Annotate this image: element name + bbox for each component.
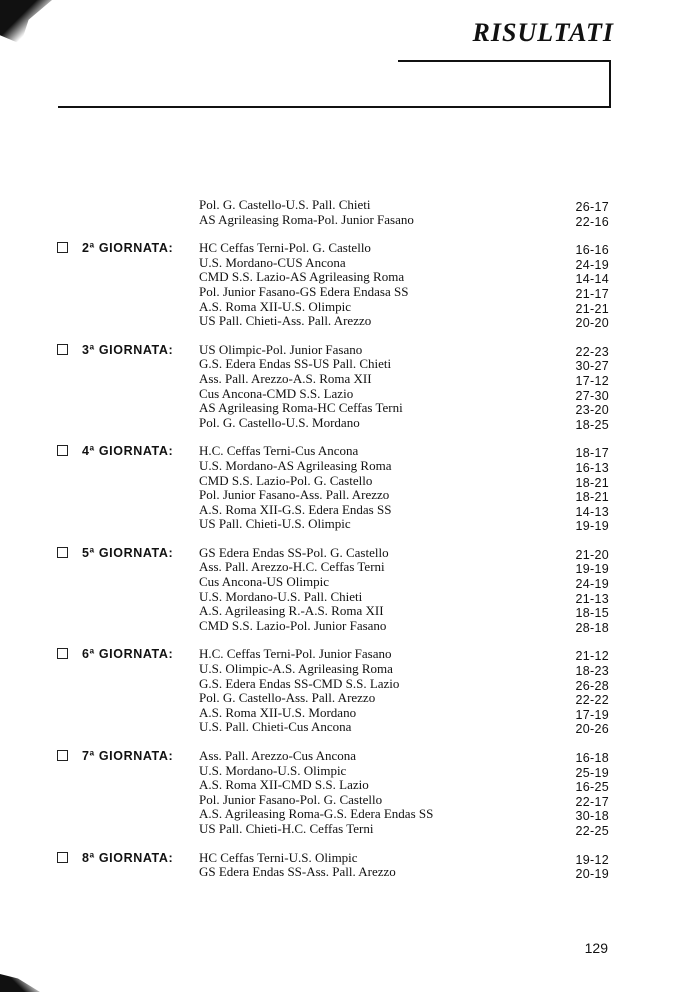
round-label: 3ª GIORNATA: xyxy=(82,342,174,357)
match-teams: U.S. Pall. Chieti-Cus Ancona xyxy=(199,719,352,735)
match-row xyxy=(0,677,700,692)
match-row xyxy=(0,822,700,837)
round-label: 6ª GIORNATA: xyxy=(82,647,174,662)
match-teams: G.S. Edera Endas SS-CMD S.S. Lazio xyxy=(199,675,400,691)
match-teams: H.C. Ceffas Terni-Pol. Junior Fasano xyxy=(199,646,392,662)
match-row xyxy=(0,851,700,866)
scan-shadow-top-left xyxy=(0,0,52,44)
match-score: 26-17 xyxy=(575,200,609,214)
match-teams: US Pall. Chieti-Ass. Pall. Arezzo xyxy=(199,313,372,329)
round-block xyxy=(0,546,700,634)
match-teams: A.S. Agrileasing R.-A.S. Roma XII xyxy=(199,603,384,619)
round-label: 7ª GIORNATA: xyxy=(82,749,174,763)
match-teams: US Olimpic-Pol. Junior Fasano xyxy=(199,341,363,357)
match-row xyxy=(0,285,700,300)
match-score: 21-13 xyxy=(575,591,609,606)
header-rule-bottom xyxy=(58,106,611,108)
match-score: 26-28 xyxy=(575,678,609,693)
match-teams: HC Ceffas Terni-U.S. Olimpic xyxy=(199,849,358,865)
match-score: 30-27 xyxy=(575,359,609,374)
match-score: 25-19 xyxy=(575,765,609,780)
page-title: RISULTATI xyxy=(472,18,614,47)
match-teams: Pol. Junior Fasano-Ass. Pall. Arezzo xyxy=(199,487,390,503)
match-score: 28-18 xyxy=(575,620,609,635)
match-teams: Pol. G. Castello-U.S. Pall. Chieti xyxy=(199,197,371,212)
match-teams: Pol. G. Castello-Ass. Pall. Arezzo xyxy=(199,690,376,706)
match-score: 23-20 xyxy=(575,403,609,418)
round-block xyxy=(0,851,700,880)
match-row xyxy=(0,662,700,677)
match-row xyxy=(0,314,700,329)
match-row xyxy=(0,575,700,590)
round-block xyxy=(0,241,700,329)
match-score: 17-12 xyxy=(575,373,609,388)
round-block xyxy=(0,198,700,227)
match-score: 18-15 xyxy=(575,606,609,621)
match-score: 30-18 xyxy=(575,809,609,824)
match-teams: U.S. Mordano-U.S. Olimpic xyxy=(199,762,347,778)
match-score: 16-16 xyxy=(575,243,609,258)
match-teams: Pol. G. Castello-U.S. Mordano xyxy=(199,414,360,430)
match-teams: A.S. Roma XII-U.S. Olimpic xyxy=(199,298,352,314)
match-row xyxy=(0,590,700,605)
match-teams: CMD S.S. Lazio-AS Agrileasing Roma xyxy=(199,269,405,285)
match-score: 18-25 xyxy=(575,417,609,432)
match-score: 21-12 xyxy=(575,649,609,664)
header-rule-right xyxy=(609,60,611,108)
match-row xyxy=(0,270,700,285)
match-score: 19-12 xyxy=(575,852,609,867)
match-score: 14-14 xyxy=(575,272,609,287)
match-row xyxy=(0,546,700,561)
match-score: 22-23 xyxy=(575,344,609,359)
round-block xyxy=(0,444,700,532)
match-row xyxy=(0,372,700,387)
match-score: 18-21 xyxy=(575,475,609,490)
round-label: 8ª GIORNATA: xyxy=(82,850,174,865)
match-row xyxy=(0,343,700,358)
match-score: 22-16 xyxy=(575,214,609,229)
match-row xyxy=(0,416,700,431)
match-row xyxy=(0,793,700,808)
match-score: 16-13 xyxy=(575,460,609,475)
match-row xyxy=(0,720,700,735)
match-teams: GS Edera Endas SS-Ass. Pall. Arezzo xyxy=(199,864,396,880)
match-teams: CMD S.S. Lazio-Pol. Junior Fasano xyxy=(199,617,387,633)
match-row xyxy=(0,503,700,518)
match-teams: U.S. Mordano-AS Agrileasing Roma xyxy=(199,457,392,473)
match-teams: US Pall. Chieti-U.S. Olimpic xyxy=(199,516,351,532)
match-teams: AS Agrileasing Roma-Pol. Junior Fasano xyxy=(199,211,414,227)
match-score: 27-30 xyxy=(575,388,609,403)
match-teams: A.S. Agrileasing Roma-G.S. Edera Endas SS xyxy=(199,806,434,822)
match-teams: CMD S.S. Lazio-Pol. G. Castello xyxy=(199,472,373,488)
match-row xyxy=(0,764,700,779)
scan-shadow-bottom-left xyxy=(0,962,40,992)
match-row xyxy=(0,807,700,822)
match-teams: H.C. Ceffas Terni-Cus Ancona xyxy=(199,443,359,459)
match-row xyxy=(0,706,700,721)
match-teams: Pol. Junior Fasano-GS Edera Endasa SS xyxy=(199,283,409,299)
match-teams: A.S. Roma XII-U.S. Mordano xyxy=(199,704,357,720)
match-row xyxy=(0,198,700,213)
match-score: 18-21 xyxy=(575,490,609,505)
match-score: 21-20 xyxy=(575,547,609,562)
match-score: 16-18 xyxy=(575,751,609,765)
match-row xyxy=(0,387,700,402)
match-score: 20-26 xyxy=(575,722,609,737)
match-score: 18-17 xyxy=(575,446,609,461)
match-score: 22-25 xyxy=(575,823,609,838)
match-teams: Ass. Pall. Arezzo-H.C. Ceffas Terni xyxy=(199,559,385,575)
match-row xyxy=(0,444,700,459)
match-score: 22-17 xyxy=(575,794,609,809)
header-rule-top xyxy=(398,60,611,62)
match-score: 17-19 xyxy=(575,707,609,722)
match-row xyxy=(0,213,700,228)
match-row xyxy=(0,560,700,575)
match-score: 20-20 xyxy=(575,316,609,331)
match-row xyxy=(0,604,700,619)
match-score: 14-13 xyxy=(575,504,609,519)
match-score: 18-23 xyxy=(575,664,609,679)
match-row xyxy=(0,691,700,706)
match-teams: U.S. Mordano-U.S. Pall. Chieti xyxy=(199,588,363,604)
match-teams: US Pall. Chieti-H.C. Ceffas Terni xyxy=(199,820,374,836)
match-row xyxy=(0,459,700,474)
match-row xyxy=(0,401,700,416)
match-row xyxy=(0,256,700,271)
match-score: 16-25 xyxy=(575,780,609,795)
match-teams: U.S. Olimpic-A.S. Agrileasing Roma xyxy=(199,661,393,677)
match-score: 21-21 xyxy=(575,301,609,316)
round-block xyxy=(0,647,700,735)
match-score: 24-19 xyxy=(575,577,609,592)
round-block xyxy=(0,343,700,431)
match-teams: Ass. Pall. Arezzo-Cus Ancona xyxy=(199,748,357,763)
round-block xyxy=(0,749,700,837)
match-teams: Ass. Pall. Arezzo-A.S. Roma XII xyxy=(199,370,372,386)
match-score: 24-19 xyxy=(575,257,609,272)
match-teams: Cus Ancona-CMD S.S. Lazio xyxy=(199,385,354,401)
match-teams: AS Agrileasing Roma-HC Ceffas Terni xyxy=(199,400,403,416)
results-list xyxy=(0,198,700,894)
match-score: 20-19 xyxy=(575,867,609,882)
round-label: 5ª GIORNATA: xyxy=(82,545,174,560)
match-row xyxy=(0,300,700,315)
match-row xyxy=(0,865,700,880)
match-row xyxy=(0,488,700,503)
match-teams: Cus Ancona-US Olimpic xyxy=(199,574,329,590)
match-score: 22-22 xyxy=(575,693,609,708)
match-row xyxy=(0,749,700,764)
match-score: 19-19 xyxy=(575,562,609,577)
match-teams: A.S. Roma XII-CMD S.S. Lazio xyxy=(199,777,369,793)
match-teams: GS Edera Endas SS-Pol. G. Castello xyxy=(199,544,389,560)
match-teams: U.S. Mordano-CUS Ancona xyxy=(199,254,346,270)
match-row xyxy=(0,474,700,489)
round-label: 2ª GIORNATA: xyxy=(82,241,174,256)
match-row xyxy=(0,241,700,256)
match-row xyxy=(0,517,700,532)
match-teams: A.S. Roma XII-G.S. Edera Endas SS xyxy=(199,501,392,517)
round-label: 4ª GIORNATA: xyxy=(82,444,174,459)
page-number: 129 xyxy=(584,940,608,956)
match-score: 21-17 xyxy=(575,286,609,301)
match-row xyxy=(0,357,700,372)
match-teams: Pol. Junior Fasano-Pol. G. Castello xyxy=(199,791,383,807)
match-row xyxy=(0,778,700,793)
match-teams: HC Ceffas Terni-Pol. G. Castello xyxy=(199,240,371,256)
match-teams: G.S. Edera Endas SS-US Pall. Chieti xyxy=(199,356,392,372)
match-row xyxy=(0,619,700,634)
match-score: 19-19 xyxy=(575,519,609,534)
match-row xyxy=(0,647,700,662)
